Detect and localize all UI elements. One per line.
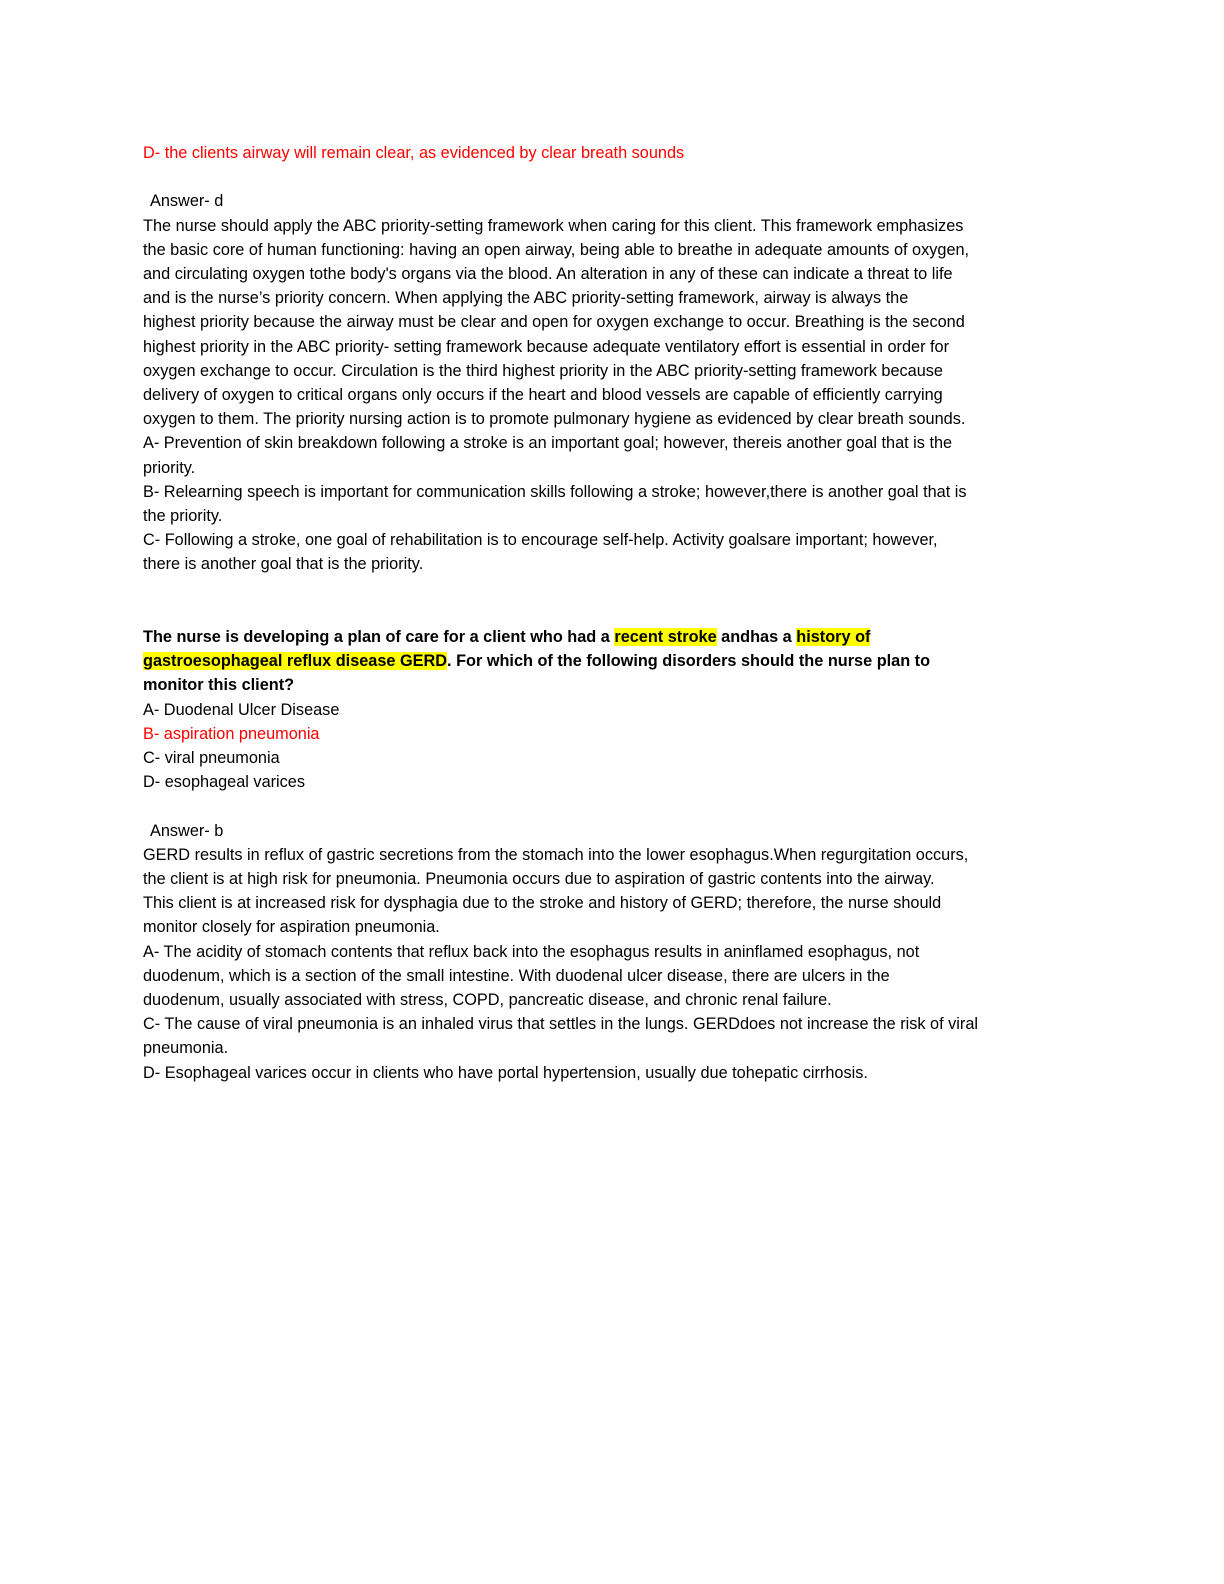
rationale-a-line: duodenum, usually associated with stress, COPD, pancreatic disease, and chronic renal failure. <box>143 991 832 1010</box>
explanation-line: highest priority in the ABC priority- setting framework because adequate ventilatory effort is essential in order for <box>143 337 950 356</box>
explanation-line: delivery of oxygen to critical organs only occurs if the heart and blood vessels are capable of efficiently carrying <box>143 386 943 405</box>
spacer <box>143 577 1083 625</box>
rationale-a-line: A- The acidity of stomach contents that reflux back into the esophagus results in aninflamed esophagus, not <box>143 942 920 961</box>
rationale-c-line: C- The cause of viral pneumonia is an inhaled virus that settles in the lungs. GERDdoes not increase the risk of viral <box>143 1015 978 1034</box>
stem-text: andhas a <box>716 628 797 647</box>
option-d: D- esophageal varices <box>143 773 305 792</box>
rationale-a-line: priority. <box>143 458 196 477</box>
explanation-line: oxygen exchange to occur. Circulation is the third highest priority in the ABC priority-setting framework because <box>143 361 943 380</box>
rationale-b-line: the priority. <box>143 507 223 526</box>
question-stem-line-3: monitor this client? <box>143 676 295 695</box>
rationale-c-line: pneumonia. <box>143 1039 229 1058</box>
question-stem-line-1 <box>143 625 1083 649</box>
option-c: C- viral pneumonia <box>143 749 280 768</box>
explanation-line: This client is at increased risk for dysphagia due to the stroke and history of GERD; therefore, the nurse should <box>143 894 942 913</box>
explanation-line: oxygen to them. The priority nursing action is to promote pulmonary hygiene as evidenced by clear breath sounds. <box>143 410 966 429</box>
rationale-a-line: A- Prevention of skin breakdown following a stroke is an important goal; however, thereis another goal that is the <box>143 434 953 453</box>
explanation-line: and is the nurse’s priority concern. When applying the ABC priority-setting framework, airway is always the <box>143 289 909 308</box>
prev-explanation <box>143 214 1083 577</box>
explanation-line: monitor closely for aspiration pneumonia. <box>143 918 440 937</box>
spacer <box>143 165 1083 189</box>
prev-answer-label: Answer- d <box>150 192 224 211</box>
stem-text: . For which of the following disorders should the nurse plan to <box>447 652 931 671</box>
highlight-recent-stroke: recent stroke <box>614 628 717 647</box>
explanation <box>143 843 1083 1085</box>
explanation-line: The nurse should apply the ABC priority-setting framework when caring for this client. This framework emphasizes <box>143 216 964 235</box>
rationale-a-line: duodenum, which is a section of the small intestine. With duodenal ulcer disease, there are ulcers in the <box>143 966 890 985</box>
stem-text: The nurse is developing a plan of care for a client who had a <box>143 628 615 647</box>
rationale-c-line: C- Following a stroke, one goal of rehabilitation is to encourage self-help. Activity goalsare important; however, <box>143 531 938 550</box>
rationale-d-line: D- Esophageal varices occur in clients who have portal hypertension, usually due tohepatic cirrhosis. <box>143 1063 868 1082</box>
highlight-gerd: gastroesophageal reflux disease GERD <box>143 652 448 671</box>
question-stem <box>143 625 1083 698</box>
rationale-b-line: B- Relearning speech is important for communication skills following a stroke; however,there is another goal that is <box>143 482 967 501</box>
document-page <box>143 141 1083 1085</box>
question-stem-line-2 <box>143 649 1083 673</box>
answer-label: Answer- b <box>150 821 224 840</box>
prev-question-option-d: D- the clients airway will remain clear, as evidenced by clear breath sounds <box>143 144 685 162</box>
explanation-line: the client is at high risk for pneumonia. Pneumonia occurs due to aspiration of gastric contents into the airway. <box>143 870 935 889</box>
explanation-line: highest priority because the airway must be clear and open for oxygen exchange to occur. Breathing is the second <box>143 313 965 332</box>
rationale-c-line: there is another goal that is the priority. <box>143 555 424 574</box>
explanation-line: the basic core of human functioning: having an open airway, being able to breathe in adequate amounts of oxygen, <box>143 240 970 259</box>
option-a: A- Duodenal Ulcer Disease <box>143 700 340 719</box>
answer-options <box>143 698 1083 795</box>
explanation-line: and circulating oxygen tothe body's organs via the blood. An alteration in any of these can indicate a threat to life <box>143 265 953 283</box>
highlight-history-of: history of <box>796 628 871 647</box>
explanation-line: GERD results in reflux of gastric secretions from the stomach into the lower esophagus.When regurgitation occurs, <box>143 845 969 864</box>
option-b-correct: B- aspiration pneumonia <box>143 724 320 743</box>
spacer <box>143 794 1083 818</box>
